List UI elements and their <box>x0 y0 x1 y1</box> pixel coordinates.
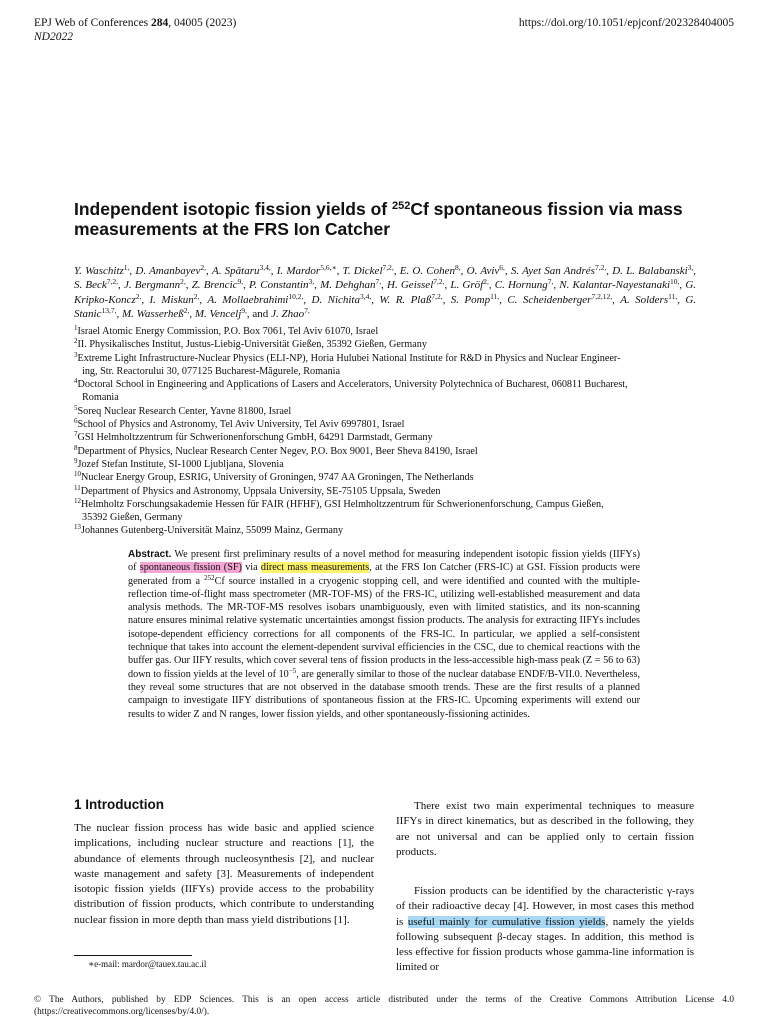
author-separator: , <box>612 293 621 306</box>
journal-header <box>34 16 236 30</box>
author-affiliation-marker: 11, <box>490 291 500 301</box>
author-name: N. Kalantar-Nayestanaki <box>559 279 671 292</box>
journal-volume: 284 <box>151 17 169 29</box>
author-name: S. Beck <box>74 279 107 292</box>
highlight-direct-mass[interactable]: direct mass measurements <box>260 562 370 574</box>
author-affiliation-marker: 9, <box>241 305 247 315</box>
author-separator: , <box>116 307 122 320</box>
affiliation-list <box>74 325 696 538</box>
author-affiliation-marker: 13,7, <box>101 305 117 315</box>
highlight-cumulative-yields[interactable]: useful mainly for cumulative fission yields <box>407 915 606 928</box>
author-list <box>74 264 696 321</box>
author-separator: , <box>189 307 195 320</box>
affiliation-text: Nuclear Energy Group, ESRIG, University of Groningen, 9747 AA Groningen, The Netherlands <box>81 472 474 484</box>
affiliation-number: 1 <box>74 324 78 332</box>
author-name: C. Hornung <box>494 279 548 292</box>
conference-name: ND2022 <box>34 31 73 43</box>
author-affiliation-marker: 7,2, <box>106 277 119 287</box>
author-affiliation-marker: 2, <box>180 277 186 287</box>
author-separator: , <box>677 293 686 306</box>
affiliation-item <box>74 405 696 418</box>
affiliation-continuation: ing, Str. Reactorului 30, 077125 Bucharest-Măgurele, Romania <box>82 365 341 377</box>
author-affiliation-marker: 3,4, <box>360 291 372 301</box>
affiliation-number: 4 <box>74 377 78 386</box>
author-separator: , <box>336 265 343 277</box>
author-name: O. Aviv <box>466 265 500 277</box>
author-affiliation-marker: 9, <box>237 277 244 287</box>
affiliation-number: 7 <box>74 430 78 439</box>
author-separator: , <box>206 265 212 277</box>
intro-paragraph-right-1: There exist two main experimental techniques to measure IIFYs in direct kinematics, but as described in the following, they are not universal and can be applied only to certain fission products. <box>396 800 694 858</box>
author-separator: , <box>129 265 136 277</box>
affiliation-text: Israel Atomic Energy Commission, P.O. Box 7061, Tel Aviv 61070, Israel <box>77 326 379 337</box>
author-separator: , <box>118 279 124 292</box>
author-affiliation-marker: 2, <box>193 291 200 301</box>
author-affiliation-marker: 7,2, <box>433 277 445 287</box>
author-name: Y. Waschitz <box>74 265 124 277</box>
author-affiliation-marker: 6, <box>499 263 505 272</box>
author-name: T. Dickel <box>342 265 383 277</box>
affiliation-number: 12 <box>74 496 81 505</box>
author-separator: , <box>303 293 312 306</box>
author-separator: , <box>442 293 451 306</box>
title-mass-number: 252 <box>391 200 411 212</box>
author-affiliation-marker: 7, <box>375 277 382 287</box>
affiliation-text: School of Physics and Astronomy, Tel Aviv University, Tel Aviv 6997801, Israel <box>77 419 405 431</box>
author-separator: , <box>679 279 686 292</box>
author-separator: , <box>393 265 400 277</box>
author-separator: , <box>371 293 380 306</box>
title-part1: Independent isotopic fission yields of <box>74 199 392 219</box>
author-separator: , <box>606 265 613 277</box>
affiliation-item <box>74 445 696 458</box>
abstract <box>128 548 640 721</box>
author-name: M. Dehghan <box>320 279 376 292</box>
author-affiliation-marker: 1, <box>123 263 130 272</box>
author-affiliation-marker: 2, <box>483 277 489 287</box>
author-affiliation-marker: 10,2, <box>288 291 304 301</box>
license-footer: © The Authors, published by EDP Sciences. This is an open access article distributed under the terms of the Creative Commons Attribution License 4.0 (https://creativecommons.org/licenses/by/4.0/). <box>34 995 734 1017</box>
affiliation-text: Helmholtz Forschungsakademie Hessen für FAIR (HFHF), GSI Helmholtzzentrum für Schwerionenforschung, Campus Gießen, <box>81 498 604 510</box>
journal-name: EPJ Web of Conferences <box>34 17 152 29</box>
affiliation-number: 2 <box>74 337 78 346</box>
author-name: A. Solders <box>620 293 669 306</box>
affiliation-item <box>74 338 696 351</box>
author-name: Z. Brencic <box>191 279 238 292</box>
affiliation-item <box>74 458 696 471</box>
affiliation-text: Soreq Nuclear Research Center, Yavne 81800, Israel <box>77 405 292 417</box>
affiliation-item <box>74 352 696 379</box>
author-affiliation-marker: 7,2, <box>431 291 443 301</box>
author-name: P. Constantin <box>249 279 309 292</box>
author-separator: , <box>314 279 321 292</box>
author-separator: , <box>270 265 277 277</box>
author-affiliation-marker: 10, <box>670 277 680 287</box>
author-separator: , <box>488 279 495 292</box>
affiliation-text: Extreme Light Infrastructure-Nuclear Physics (ELI-NP), Horia Hulubei National Institute for R&D in Physics and Nuclear Engineer- <box>77 352 621 364</box>
affiliation-number: 13 <box>74 523 81 532</box>
author-affiliation-marker: 7,2, <box>594 263 607 272</box>
affiliation-text: Department of Physics, Nuclear Research Center Negev, P.O. Box 9001, Beer Sheva 84190, Israel <box>77 445 478 457</box>
author-affiliation-marker: 7, <box>304 305 310 315</box>
affiliation-text: Doctoral School in Engineering and Applications of Lasers and Accelerators, University Polytechnica of Bucharest, 060811 Bucharest, <box>77 379 628 391</box>
affiliation-item <box>74 524 696 537</box>
affiliation-number: 8 <box>74 443 78 452</box>
author-separator: , <box>460 265 467 277</box>
author-name: J. Zhao <box>271 307 305 320</box>
affiliation-continuation: 35392 Gießen, Germany <box>82 512 183 524</box>
author-affiliation-marker: 3, <box>687 263 694 272</box>
author-separator: , <box>381 279 388 292</box>
author-name: A. Mollaebrahimi <box>207 293 289 306</box>
highlight-spontaneous-fission[interactable]: spontaneous fission (SF) <box>139 562 242 574</box>
author-affiliation-marker: 11, <box>668 291 678 301</box>
affiliation-text: Jozef Stefan Institute, SI-1000 Ljubljana, Slovenia <box>77 458 284 470</box>
abstract-text: , are generally similar to those of the nuclear database ENDF/B-VII.0. Nevertheless, they reveal some structures that are not observed in the database smooth trends. These are the first results of a planned campaign to investigate IIFY distributions of spontaneous fission at the FRS-IC. Upcoming experiments will extend our results to wider Z and N ranges, lower fission yields, and other spontaneously-fissioning actinides. <box>128 668 640 720</box>
author-separator: , <box>141 293 150 306</box>
author-affiliation-marker: 7,2,12, <box>591 291 613 301</box>
author-separator: , <box>553 279 560 292</box>
author-separator: , <box>444 279 451 292</box>
author-affiliation-marker: 8, <box>455 263 461 272</box>
affiliation-number: 3 <box>74 350 78 359</box>
affiliation-item <box>74 485 696 498</box>
abstract-mass-number: 252 <box>204 573 215 582</box>
author-name: H. Geissel <box>387 279 434 292</box>
author-separator: , <box>243 279 250 292</box>
author-affiliation-marker: 3, <box>308 277 315 287</box>
author-separator: , <box>199 293 208 306</box>
author-affiliation-marker: 2, <box>200 263 207 272</box>
paragraph-text: , namely the yields following subsequent β-decay stages. In addition, this method is less effective for fission products whose gamma-line information is limited or <box>396 915 694 974</box>
affiliation-text: Johannes Gutenberg-Universität Mainz, 55099 Mainz, Germany <box>81 525 344 537</box>
affiliation-text: II. Physikalisches Institut, Justus-Liebig-Universität Gießen, 35392 Gießen, Germany <box>77 339 427 351</box>
author-separator: , <box>185 279 192 292</box>
abstract-text: We present first preliminary results of a novel method for measuring independent isotopic fission yields (IIFYs) of <box>128 549 640 574</box>
affiliation-number: 6 <box>74 417 78 426</box>
affiliation-item <box>74 471 696 484</box>
author-separator: , <box>693 265 697 277</box>
section-heading: 1 Introduction <box>74 797 164 812</box>
author-name: E. O. Cohen <box>399 265 456 277</box>
author-name: S. Pomp <box>450 293 491 306</box>
footnote-rule <box>74 955 192 956</box>
author-affiliation-marker: 7, <box>547 277 554 287</box>
author-name: I. Mardor <box>276 265 321 277</box>
affiliation-text: Department of Physics and Astronomy, Uppsala University, SE-75105 Uppsala, Sweden <box>80 485 441 497</box>
affiliation-continuation: Romania <box>82 392 119 404</box>
affiliation-number: 9 <box>74 456 78 465</box>
affiliation-text: GSI Helmholtzzentrum für Schwerionenforschung GmbH, 64291 Darmstadt, Germany <box>77 432 433 444</box>
author-separator: , <box>499 293 508 306</box>
author-affiliation-marker: 2, <box>135 291 142 301</box>
abstract-exponent: −5 <box>288 666 297 675</box>
author-affiliation-marker: 5,6,∗ <box>320 263 337 272</box>
author-name: D. L. Balabanski <box>612 265 688 277</box>
author-name: L. Gröf <box>450 279 484 292</box>
author-name: S. Ayet San Andrés <box>510 265 595 277</box>
author-name: A. Spătaru <box>212 265 260 277</box>
abstract-text: , at the FRS Ion Catcher (FRS-IC) at GSI. Fission products were generated from a <box>128 562 641 587</box>
abstract-text: via <box>241 562 261 574</box>
author-affiliation-marker: 7,2, <box>382 263 394 272</box>
author-name: D. Nichita <box>311 293 360 306</box>
abstract-text: Cf source installed in a cryogenic stopping cell, and were identified and counted with the multiple-reflection time-of-flight mass spectrometer (MR-TOF-MS) of the FRS-IC, utilizing well-established measurement and data analysis methods. The MR-TOF-MS resolves isobars unambiguously, even with limited statistics, and its non-scanning nature ensures minimal relative systematic uncertainties amongst fission products. The analysis for extracting IIFYs includes isotope-dependent efficiency corrections for all components of the FRS-IC. In particular, we applied a self-consistent technique that takes into account the element-dependent survival efficiencies in the CSC, due to chemical reactions with the buffer gas. Our IIFY results, which cover several tens of fission products in the less-accessible high-mass peak (Z = 56 to 63) down to fission yields at the level of 10 <box>128 575 640 680</box>
affiliation-item <box>74 498 696 525</box>
doi-link[interactable]: https://doi.org/10.1051/epjconf/202328404005 <box>518 17 734 29</box>
author-name: M. Wasserheß <box>122 307 184 320</box>
intro-paragraph-right-2 <box>396 884 694 976</box>
author-name: G. Kripko-Koncz <box>74 279 697 306</box>
paragraph-text: Fission products can be identified by the characteristic γ-rays of their radioactive decay [4]. However, in most cases this method is <box>396 885 694 928</box>
footnote-email: ∗e-mail: mardor@tauex.tau.ac.il <box>88 959 207 969</box>
author-affiliation-marker: 3,4, <box>259 263 271 272</box>
affiliation-item <box>74 418 696 431</box>
author-name: M. Vencelj <box>194 307 242 320</box>
author-name: J. Bergmann <box>123 279 181 292</box>
author-separator: , and <box>246 307 272 320</box>
affiliation-number: 10 <box>74 470 81 479</box>
author-name: C. Scheidenberger <box>507 293 592 306</box>
affiliation-number: 5 <box>74 403 78 412</box>
journal-issue: , 04005 (2023) <box>168 17 237 29</box>
author-name: W. R. Plaß <box>379 293 432 306</box>
author-separator: , <box>504 265 511 277</box>
author-name: G. Stanic <box>74 293 697 320</box>
affiliation-item <box>74 325 696 338</box>
affiliation-item <box>74 431 696 444</box>
affiliation-item <box>74 378 696 405</box>
intro-paragraph-left: The nuclear fission process has wide basic and applied science implications, including nuclear structure and reactions [1], the abundance of elements through nucleosynthesis [2], and nuclear waste management and safety [3]. Measurements of independent isotopic fission yields (IIFYs) provide access to the probability distribution of fission products, which contribute to understanding nuclear fission in more depth than mass yield distributions [1]. <box>74 822 374 926</box>
affiliation-number: 11 <box>74 483 81 492</box>
author-name: D. Amanbayev <box>135 265 201 277</box>
author-name: I. Miskun <box>149 293 194 306</box>
abstract-label: Abstract. <box>128 549 172 560</box>
paper-title <box>74 199 714 239</box>
author-affiliation-marker: 2, <box>183 305 190 315</box>
title-part2: Cf spontaneous fission via mass measurements at the FRS Ion Catcher <box>74 199 683 239</box>
